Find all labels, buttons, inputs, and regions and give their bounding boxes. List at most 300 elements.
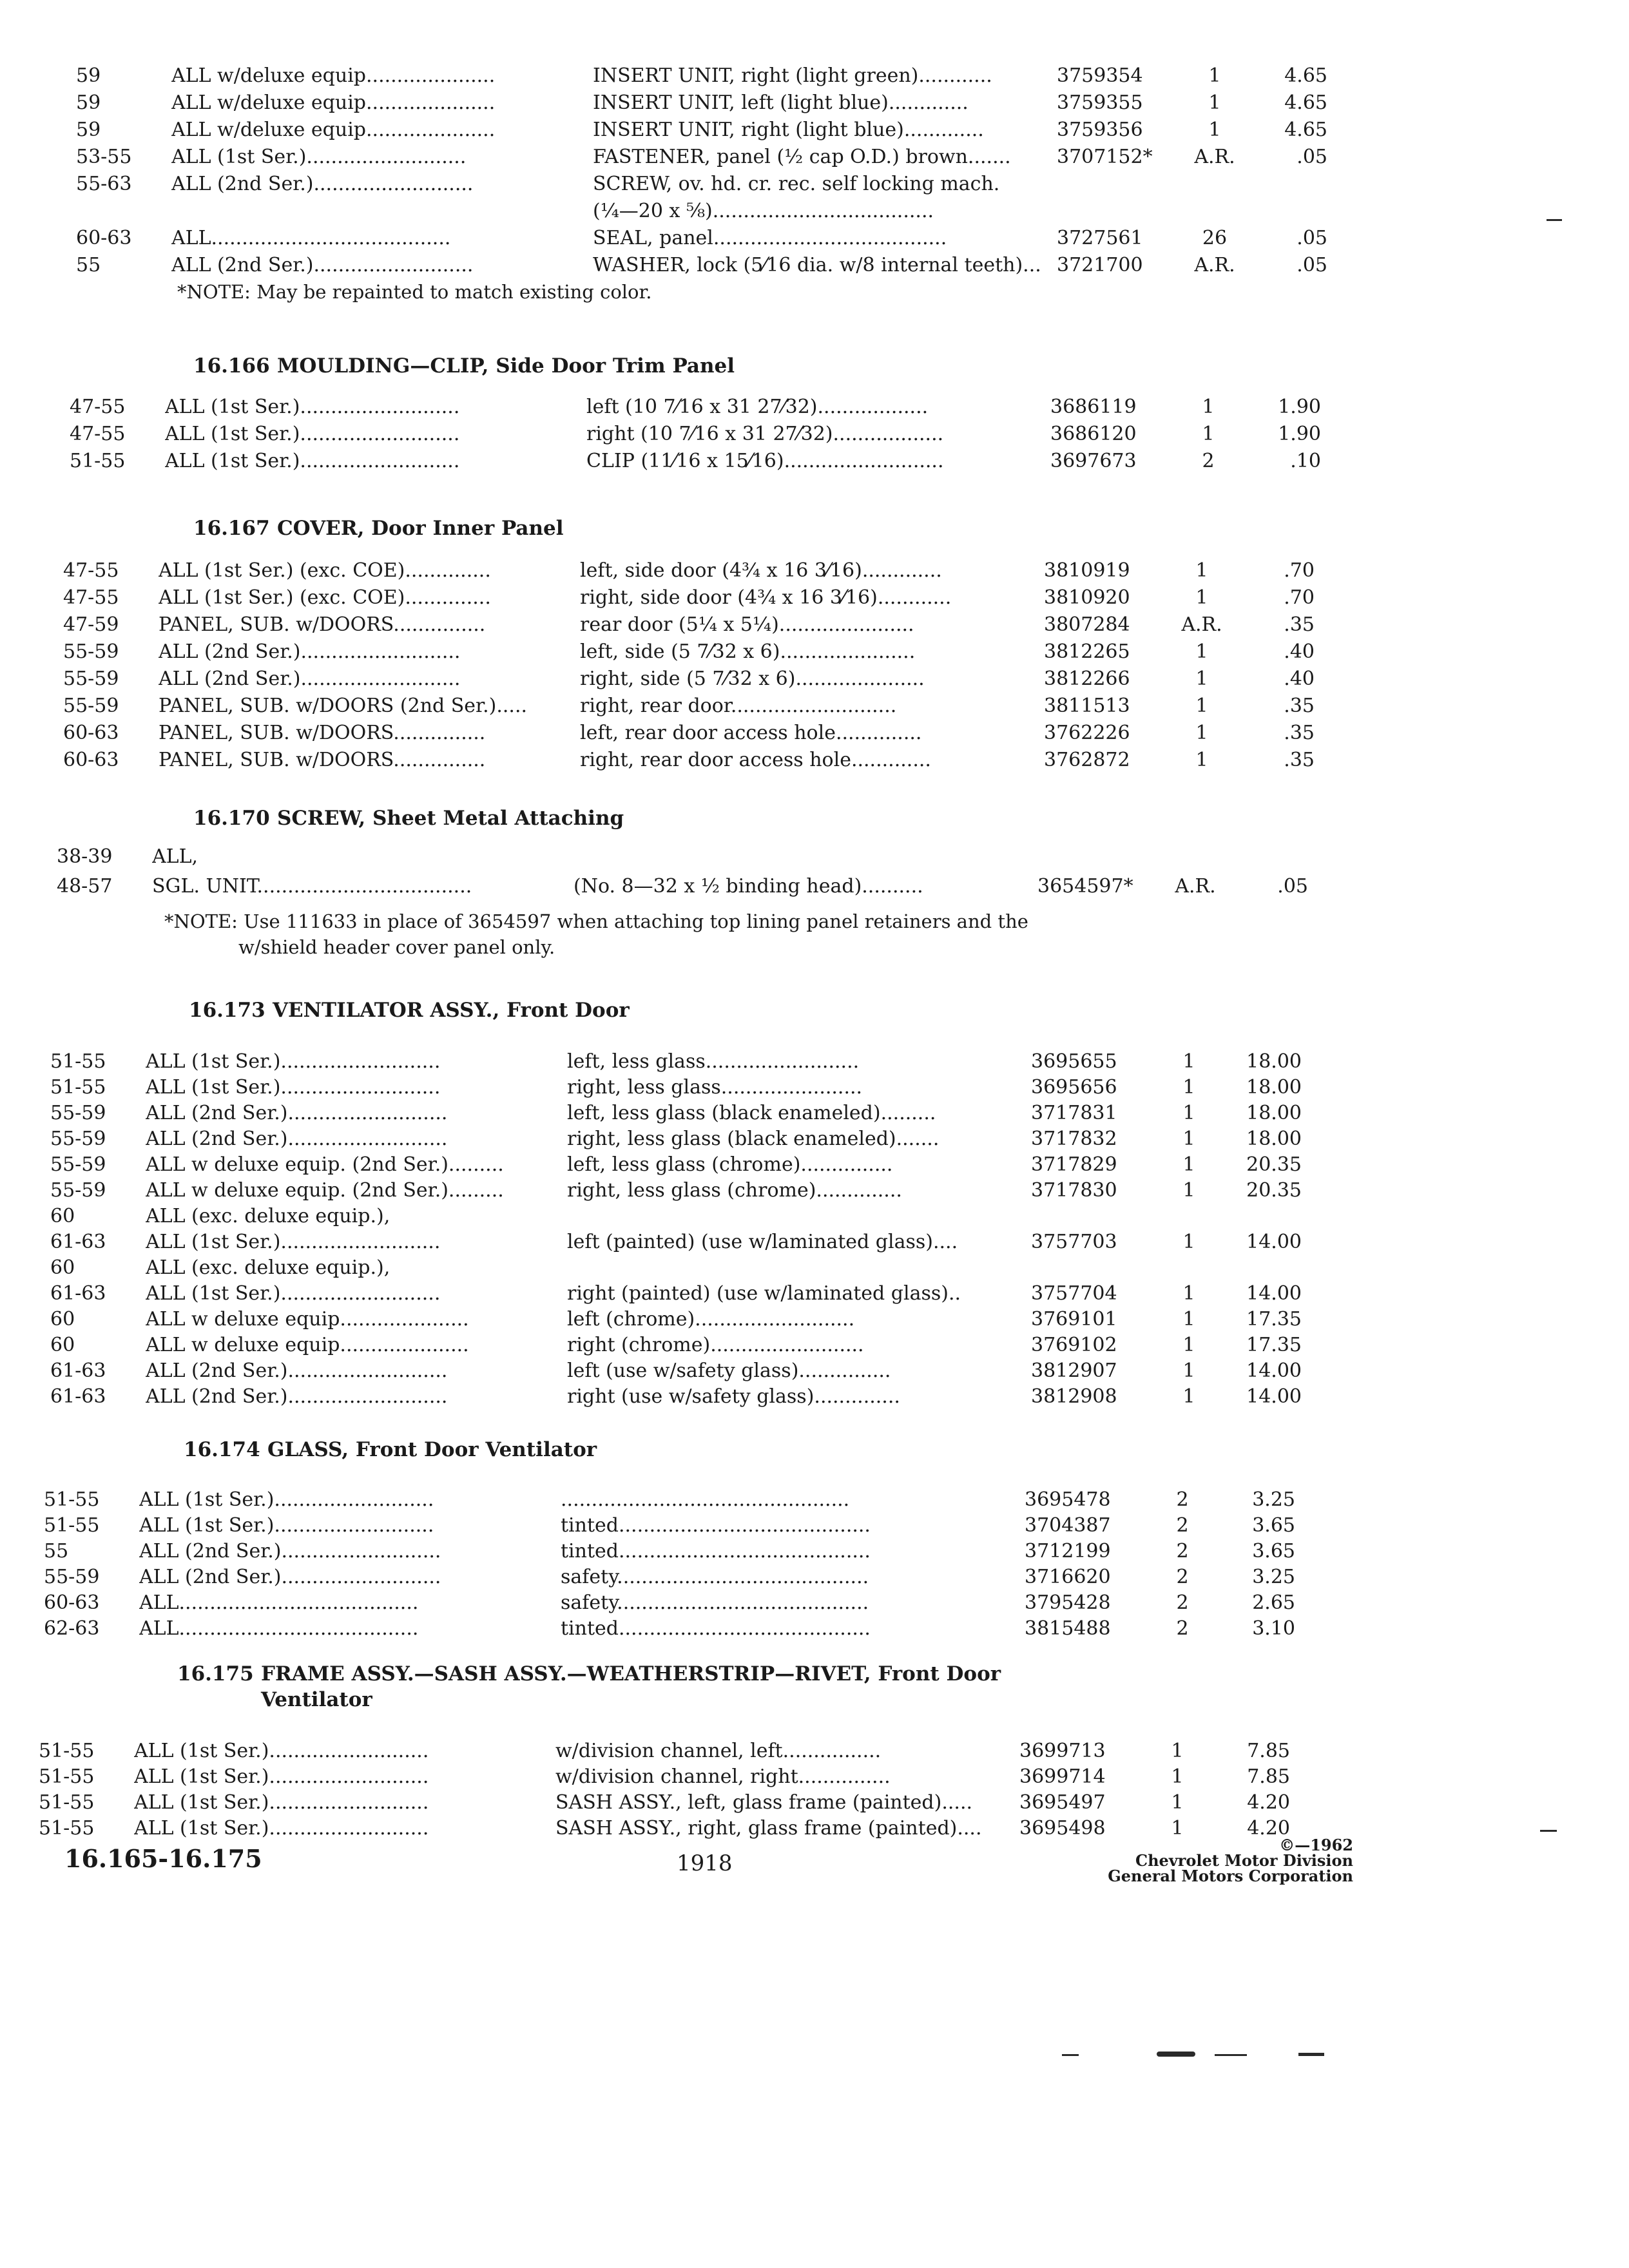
model-year: 51-55	[50, 1050, 106, 1073]
part-number: 3695656	[1031, 1076, 1117, 1099]
price: 4.20	[1247, 1791, 1290, 1814]
part-row	[0, 720, 1616, 746]
publisher-division: Chevrolet Motor Division	[1135, 1851, 1353, 1870]
part-description: (¼—20 x ⅝)....................................	[593, 200, 934, 222]
part-description: right (10 7⁄16 x 31 27⁄32)..................	[586, 423, 944, 445]
model-year: 51-55	[44, 1514, 100, 1537]
model-year: 61-63	[50, 1231, 106, 1253]
quantity: 1	[1208, 64, 1221, 87]
application: ALL (1st Ser.)..........................	[165, 396, 460, 418]
application: ALL (exc. deluxe equip.),	[146, 1256, 390, 1279]
part-description: right (chrome).........................	[567, 1334, 864, 1356]
model-year: 51-55	[50, 1076, 106, 1099]
model-year: 60-63	[63, 749, 119, 771]
part-row	[0, 144, 1629, 170]
section-16-174-heading	[184, 1437, 597, 1463]
part-row	[0, 1358, 1603, 1384]
application: ALL.......................................	[171, 227, 451, 249]
application: ALL (2nd Ser.)..........................	[146, 1385, 448, 1408]
quantity: 1	[1208, 119, 1221, 141]
quantity: A.R.	[1194, 254, 1235, 276]
quantity: 1	[1182, 1385, 1195, 1408]
part-number: 3695497	[1019, 1791, 1106, 1814]
part-description: right, less glass.......................	[567, 1076, 863, 1099]
quantity: 1	[1195, 749, 1208, 771]
part-number: 3815488	[1025, 1617, 1111, 1640]
price: 4.65	[1284, 91, 1327, 114]
section-number: 16.174	[184, 1438, 260, 1461]
part-description: left, side door (4¾ x 16 3⁄16).............	[580, 559, 942, 582]
application: ALL (1st Ser.) (exc. COE)..............	[159, 559, 491, 582]
part-number: 3695655	[1031, 1050, 1117, 1073]
application: PANEL, SUB. w/DOORS...............	[159, 722, 486, 744]
price: .70	[1284, 586, 1315, 609]
quantity: A.R.	[1175, 875, 1216, 898]
part-number: 3721700	[1057, 254, 1143, 276]
part-description: left, less glass (black enameled).........	[567, 1102, 936, 1124]
part-description: safety.........................................	[561, 1591, 869, 1614]
model-year: 60-63	[63, 722, 119, 744]
application: ALL (2nd Ser.)..........................	[139, 1566, 441, 1588]
model-year: 55-63	[76, 173, 132, 195]
model-year: 60	[50, 1308, 75, 1331]
model-year: 60-63	[76, 227, 132, 249]
model-year: 51-55	[39, 1740, 95, 1762]
price: 18.00	[1246, 1050, 1302, 1073]
quantity: 1	[1182, 1179, 1195, 1202]
part-row	[0, 117, 1629, 143]
part-description: left, rear door access hole..............	[580, 722, 922, 744]
part-number: 3717832	[1031, 1128, 1117, 1150]
application: ALL (2nd Ser.)..........................	[171, 173, 474, 195]
price: 14.00	[1246, 1385, 1302, 1408]
quantity: A.R.	[1181, 613, 1222, 636]
part-row	[0, 1178, 1603, 1204]
model-year: 51-55	[44, 1488, 100, 1511]
price: .35	[1284, 613, 1315, 636]
part-row	[0, 1075, 1603, 1100]
part-description: SCREW, ov. hd. cr. rec. self locking mach.	[593, 173, 1000, 195]
application: ALL (2nd Ser.)..........................	[146, 1360, 448, 1382]
price: 7.85	[1247, 1765, 1290, 1788]
part-number: 3699714	[1019, 1765, 1106, 1788]
model-year: 60-63	[44, 1591, 100, 1614]
model-year: 55-59	[63, 668, 119, 690]
part-number: 3717831	[1031, 1102, 1117, 1124]
application: ALL (1st Ser.)..........................	[139, 1488, 434, 1511]
part-description: w/division channel, left................	[555, 1740, 882, 1762]
application: ALL (exc. deluxe equip.),	[146, 1205, 390, 1227]
price: 1.90	[1278, 396, 1321, 418]
part-row	[0, 844, 1610, 870]
model-year: 55-59	[44, 1566, 100, 1588]
part-row	[0, 1100, 1603, 1126]
part-row	[0, 171, 1629, 197]
part-row	[0, 1487, 1597, 1513]
quantity: 2	[1176, 1540, 1189, 1562]
part-description: left, less glass (chrome)...............	[567, 1153, 893, 1176]
part-row	[0, 448, 1623, 474]
model-year: 59	[76, 64, 101, 87]
part-row	[0, 63, 1629, 89]
application: ALL (1st Ser.)..........................	[146, 1282, 441, 1305]
part-description: INSERT UNIT, right (light blue).............	[593, 119, 984, 141]
part-row	[0, 253, 1629, 278]
quantity: 1	[1171, 1791, 1184, 1814]
section-16-175-heading	[177, 1661, 1001, 1687]
price: .35	[1284, 722, 1315, 744]
quantity: 1	[1182, 1231, 1195, 1253]
part-row	[0, 558, 1616, 584]
part-description: tinted.........................................	[561, 1514, 871, 1537]
quantity: 1	[1208, 91, 1221, 114]
quantity: 2	[1176, 1591, 1189, 1614]
quantity: 1	[1182, 1282, 1195, 1305]
copyright-block	[1057, 1838, 1353, 1884]
application: ALL,	[152, 845, 198, 868]
price: 17.35	[1246, 1334, 1302, 1356]
application: ALL (1st Ser.)..........................	[134, 1791, 429, 1814]
application: ALL (2nd Ser.)..........................	[159, 640, 461, 663]
part-number: 3699713	[1019, 1740, 1106, 1762]
part-description: CLIP (11⁄16 x 15⁄16)..........................	[586, 450, 944, 472]
model-year: 55-59	[63, 695, 119, 717]
section-title: MOULDING—CLIP, Side Door Trim Panel	[277, 354, 735, 378]
model-year: 61-63	[50, 1360, 106, 1382]
section-range: 16.165-16.175	[64, 1844, 262, 1873]
part-description: rear door (5¼ x 5¼)......................	[580, 613, 914, 636]
part-number: 3811513	[1044, 695, 1130, 717]
price: 4.20	[1247, 1817, 1290, 1840]
part-row	[0, 1513, 1597, 1539]
part-number: 3717829	[1031, 1153, 1117, 1176]
section-number: 16.170	[193, 807, 270, 830]
part-description: left (use w/safety glass)...............	[567, 1360, 891, 1382]
model-year: 62-63	[44, 1617, 100, 1640]
part-row	[0, 1590, 1597, 1616]
part-description: left, side (5 7⁄32 x 6)......................	[580, 640, 916, 663]
part-number: 3759355	[1057, 91, 1143, 114]
part-description: right, less glass (chrome)..............	[567, 1179, 902, 1202]
model-year: 61-63	[50, 1385, 106, 1408]
part-description: right, rear door...........................	[580, 695, 897, 717]
part-row	[0, 1255, 1603, 1281]
part-row	[0, 1229, 1603, 1255]
application: ALL (2nd Ser.)..........................	[139, 1540, 441, 1562]
price: .70	[1284, 559, 1315, 582]
part-row	[0, 1281, 1603, 1307]
price: 3.25	[1252, 1566, 1295, 1588]
price: 1.90	[1278, 423, 1321, 445]
section-number: 16.175	[177, 1662, 254, 1686]
application: ALL (1st Ser.)..........................	[146, 1076, 441, 1099]
part-number: 3654597*	[1037, 875, 1133, 898]
application: SGL. UNIT...................................	[152, 875, 472, 898]
application: ALL (1st Ser.)..........................	[139, 1514, 434, 1537]
quantity: 1	[1195, 722, 1208, 744]
part-row	[0, 666, 1616, 692]
application: ALL w/deluxe equip.....................	[171, 91, 496, 114]
quantity: 1	[1195, 668, 1208, 690]
section-16-167-heading	[193, 515, 564, 541]
model-year: 55-59	[50, 1153, 106, 1176]
price: 3.65	[1252, 1540, 1295, 1562]
price: 18.00	[1246, 1128, 1302, 1150]
model-year: 51-55	[39, 1765, 95, 1788]
part-row	[0, 394, 1623, 420]
section-title: FRAME ASSY.—SASH ASSY.—WEATHERSTRIP—RIVET, Front Door	[261, 1662, 1001, 1686]
part-row	[0, 1790, 1592, 1816]
application: ALL (1st Ser.)..........................	[146, 1050, 441, 1073]
price: 14.00	[1246, 1231, 1302, 1253]
section-16-173-heading	[189, 997, 630, 1023]
quantity: 1	[1182, 1102, 1195, 1124]
section-16-170-heading	[193, 805, 624, 831]
price: 18.00	[1246, 1102, 1302, 1124]
application: ALL (1st Ser.)..........................	[146, 1231, 441, 1253]
part-description: tinted.........................................	[561, 1617, 871, 1640]
part-number: 3757703	[1031, 1231, 1117, 1253]
price: 3.65	[1252, 1514, 1295, 1537]
part-number: 3812907	[1031, 1360, 1117, 1382]
part-row	[0, 1049, 1603, 1075]
quantity: 2	[1176, 1514, 1189, 1537]
scan-mark	[1062, 2054, 1079, 2056]
part-description: right (painted) (use w/laminated glass)..	[567, 1282, 961, 1305]
part-description: SEAL, panel......................................	[593, 227, 947, 249]
model-year: 60	[50, 1334, 75, 1356]
part-row	[0, 612, 1616, 638]
price: 14.00	[1246, 1282, 1302, 1305]
price: 20.35	[1246, 1153, 1302, 1176]
price: .05	[1296, 146, 1327, 168]
application: ALL (1st Ser.)..........................	[134, 1817, 429, 1840]
application: ALL.......................................	[139, 1591, 419, 1614]
scan-mark	[1157, 2052, 1195, 2057]
model-year: 59	[76, 91, 101, 114]
model-year: 51-55	[39, 1791, 95, 1814]
quantity: 1	[1182, 1076, 1195, 1099]
scan-mark	[1547, 219, 1562, 221]
part-number: 3695498	[1019, 1817, 1106, 1840]
model-year: 60	[50, 1256, 75, 1279]
model-year: 55-59	[50, 1128, 106, 1150]
application: ALL (2nd Ser.)..........................	[146, 1102, 448, 1124]
price: 20.35	[1246, 1179, 1302, 1202]
model-year: 55	[44, 1540, 69, 1562]
model-year: 47-55	[70, 396, 126, 418]
application: ALL w deluxe equip. (2nd Ser.).........	[146, 1153, 504, 1176]
price: 17.35	[1246, 1308, 1302, 1331]
quantity: 1	[1195, 640, 1208, 663]
publisher-corporation: General Motors Corporation	[1108, 1867, 1353, 1885]
part-row	[0, 1539, 1597, 1564]
part-description: left, less glass.........................	[567, 1050, 860, 1073]
part-number: 3697673	[1050, 450, 1137, 472]
quantity: 1	[1202, 396, 1215, 418]
model-year: 55	[76, 254, 101, 276]
price: 18.00	[1246, 1076, 1302, 1099]
quantity: 1	[1182, 1128, 1195, 1150]
application: ALL w deluxe equip. (2nd Ser.).........	[146, 1179, 504, 1202]
quantity: 1	[1182, 1334, 1195, 1356]
part-number: 3757704	[1031, 1282, 1117, 1305]
part-number: 3762872	[1044, 749, 1130, 771]
part-description: INSERT UNIT, left (light blue).............	[593, 91, 969, 114]
quantity: 1	[1171, 1740, 1184, 1762]
part-number: 3759356	[1057, 119, 1143, 141]
part-row	[0, 1384, 1603, 1410]
part-row	[0, 1616, 1597, 1642]
part-description: right, side (5 7⁄32 x 6).....................	[580, 668, 925, 690]
copyright-year: ©—1962	[1279, 1836, 1353, 1854]
part-row	[0, 1126, 1603, 1152]
section-number: 16.166	[193, 354, 270, 378]
model-year: 59	[76, 119, 101, 141]
section-title: SCREW, Sheet Metal Attaching	[277, 807, 624, 830]
part-row	[0, 1204, 1603, 1229]
part-description: left (chrome)..........................	[567, 1308, 855, 1331]
model-year: 51-55	[70, 450, 126, 472]
part-number: 3716620	[1025, 1566, 1111, 1588]
application: ALL w/deluxe equip.....................	[171, 64, 496, 87]
note-repaint: *NOTE: May be repainted to match existing color.	[177, 281, 652, 303]
part-number: 3707152*	[1057, 146, 1153, 168]
quantity: A.R.	[1194, 146, 1235, 168]
price: .35	[1284, 749, 1315, 771]
part-description: safety.........................................	[561, 1566, 869, 1588]
quantity: 1	[1182, 1360, 1195, 1382]
part-number: 3686119	[1050, 396, 1137, 418]
part-description: SASH ASSY., left, glass frame (painted).....	[555, 1791, 973, 1814]
quantity: 2	[1176, 1488, 1189, 1511]
part-row	[0, 693, 1616, 719]
note-screw-line2: w/shield header cover panel only.	[238, 936, 555, 958]
part-number: 3762226	[1044, 722, 1130, 744]
application: ALL (1st Ser.)..........................	[171, 146, 467, 168]
part-row	[0, 198, 1629, 224]
page-number: 1918	[677, 1850, 733, 1876]
quantity: 2	[1202, 450, 1215, 472]
part-description: SASH ASSY., right, glass frame (painted)....	[555, 1817, 982, 1840]
part-description: (No. 8—32 x ½ binding head)..........	[574, 875, 923, 898]
application: ALL.......................................	[139, 1617, 419, 1640]
application: ALL (1st Ser.)..........................	[165, 423, 460, 445]
price: 3.25	[1252, 1488, 1295, 1511]
application: ALL (1st Ser.)..........................	[134, 1740, 429, 1762]
part-number: 3759354	[1057, 64, 1143, 87]
part-description: right, less glass (black enameled).......	[567, 1128, 940, 1150]
part-description: FASTENER, panel (½ cap O.D.) brown.......	[593, 146, 1011, 168]
application: PANEL, SUB. w/DOORS...............	[159, 749, 486, 771]
part-number: 3812266	[1044, 668, 1130, 690]
part-row	[0, 1332, 1603, 1358]
note-screw-line1: *NOTE: Use 111633 in place of 3654597 when attaching top lining panel retainers and the	[164, 910, 1028, 932]
part-description: left (painted) (use w/laminated glass)....	[567, 1231, 958, 1253]
part-number: 3812908	[1031, 1385, 1117, 1408]
quantity: 1	[1182, 1050, 1195, 1073]
price: .05	[1277, 875, 1308, 898]
price: 14.00	[1246, 1360, 1302, 1382]
part-row	[0, 226, 1629, 251]
model-year: 47-59	[63, 613, 119, 636]
part-row	[0, 585, 1616, 611]
scan-mark	[1215, 2054, 1247, 2056]
price: 4.65	[1284, 119, 1327, 141]
part-description: WASHER, lock (5⁄16 dia. w/8 internal teeth)...	[593, 254, 1041, 276]
part-number: 3769101	[1031, 1308, 1117, 1331]
part-row	[0, 1564, 1597, 1590]
part-number: 3795428	[1025, 1591, 1111, 1614]
application: ALL (1st Ser.) (exc. COE)..............	[159, 586, 491, 609]
model-year: 47-55	[63, 559, 119, 582]
application: ALL w/deluxe equip.....................	[171, 119, 496, 141]
section-title: COVER, Door Inner Panel	[277, 517, 564, 540]
application: ALL (2nd Ser.)..........................	[159, 668, 461, 690]
quantity: 26	[1202, 227, 1228, 249]
model-year: 55-59	[50, 1102, 106, 1124]
part-row	[0, 639, 1616, 665]
part-number: 3686120	[1050, 423, 1137, 445]
model-year: 38-39	[57, 845, 113, 868]
application: PANEL, SUB. w/DOORS...............	[159, 613, 486, 636]
part-row	[0, 747, 1616, 773]
application: ALL (2nd Ser.)..........................	[171, 254, 474, 276]
part-description: tinted.........................................	[561, 1540, 871, 1562]
part-row	[0, 421, 1623, 447]
price: 4.65	[1284, 64, 1327, 87]
model-year: 61-63	[50, 1282, 106, 1305]
application: ALL w deluxe equip.....................	[146, 1308, 469, 1331]
quantity: 1	[1182, 1153, 1195, 1176]
model-year: 55-59	[50, 1179, 106, 1202]
scan-mark	[1298, 2053, 1324, 2056]
part-row	[0, 1152, 1603, 1178]
part-row	[0, 874, 1610, 899]
model-year: 48-57	[57, 875, 113, 898]
model-year: 55-59	[63, 640, 119, 663]
part-row	[0, 90, 1629, 116]
part-number: 3704387	[1025, 1514, 1111, 1537]
quantity: 1	[1182, 1308, 1195, 1331]
part-number: 3810920	[1044, 586, 1130, 609]
quantity: 2	[1176, 1566, 1189, 1588]
scan-mark	[1540, 1830, 1557, 1832]
quantity: 1	[1171, 1817, 1184, 1840]
application: ALL (1st Ser.)..........................	[165, 450, 460, 472]
part-number: 3807284	[1044, 613, 1130, 636]
part-description: left (10 7⁄16 x 31 27⁄32)..................	[586, 396, 929, 418]
price: .40	[1284, 640, 1315, 663]
price: .10	[1290, 450, 1321, 472]
quantity: 1	[1202, 423, 1215, 445]
part-row	[0, 1738, 1592, 1764]
part-number: 3712199	[1025, 1540, 1111, 1562]
price: 2.65	[1252, 1591, 1295, 1614]
part-description: right, rear door access hole.............	[580, 749, 931, 771]
application: PANEL, SUB. w/DOORS (2nd Ser.).....	[159, 695, 528, 717]
part-number: 3717830	[1031, 1179, 1117, 1202]
application: ALL w deluxe equip.....................	[146, 1334, 469, 1356]
section-16-166-heading	[193, 353, 735, 379]
model-year: 47-55	[70, 423, 126, 445]
part-number: 3727561	[1057, 227, 1143, 249]
price: .40	[1284, 668, 1315, 690]
part-number: 3769102	[1031, 1334, 1117, 1356]
application: ALL (2nd Ser.)..........................	[146, 1128, 448, 1150]
price: .05	[1296, 254, 1327, 276]
application: ALL (1st Ser.)..........................	[134, 1765, 429, 1788]
